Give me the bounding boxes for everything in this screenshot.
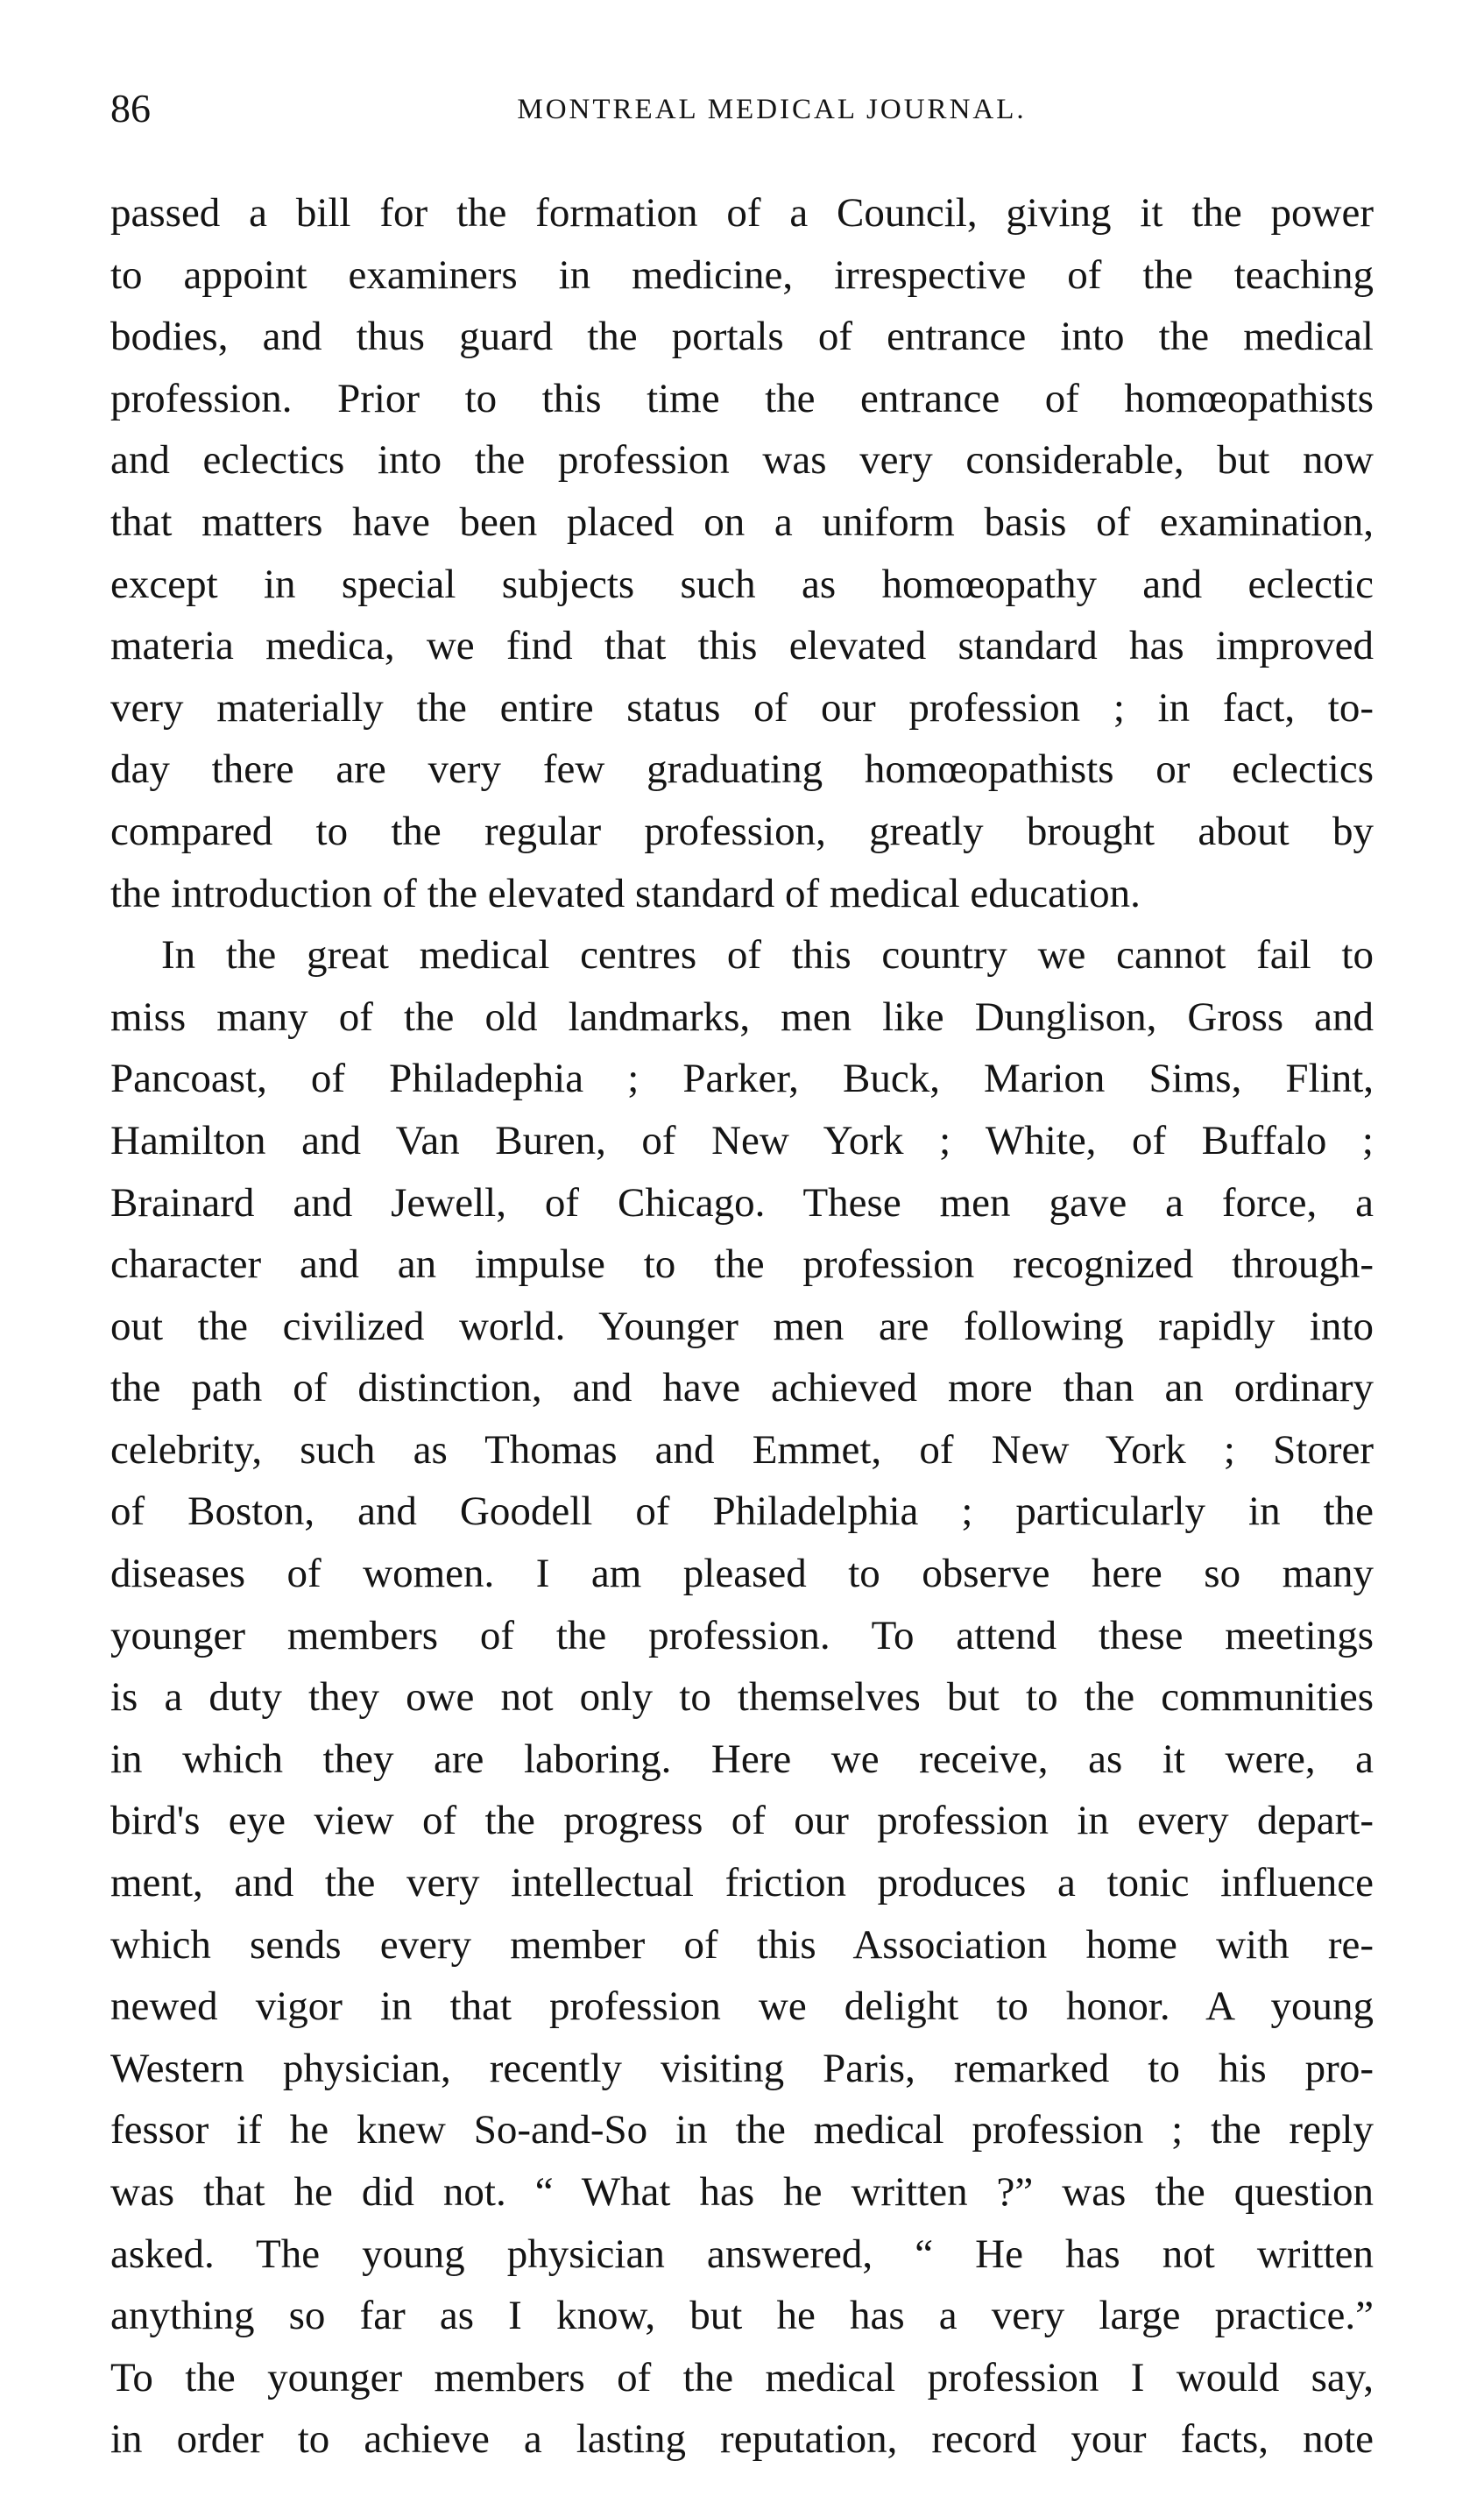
text-line: in which they are laboring. Here we receive, as it were, a [110,1736,1374,1782]
text-line: asked. The young physician answered, “ He has not written [110,2231,1374,2277]
text-line: To the younger members of the medical profession I would say, [110,2354,1374,2400]
text-line: the introduction of the elevated standard of medical education. [110,870,1141,916]
text-line: miss many of the old landmarks, men like Dunglison, Gross and [110,993,1374,1040]
text-line: passed a bill for the formation of a Council, giving it the power [110,190,1374,236]
text-line: was that he did not. “ What has he written ?” was the question [110,2169,1374,2215]
text-line: except in special subjects such as homœopathy and eclectic [110,561,1374,607]
text-line: Western physician, recently visiting Paris, remarked to his pro- [110,2045,1374,2091]
text-line: Hamilton and Van Buren, of New York ; White, of Buffalo ; [110,1117,1374,1163]
text-line: newed vigor in that profession we delight to honor. A young [110,1983,1374,2030]
text-line: out the civilized world. Younger men are following rapidly into [110,1303,1374,1349]
text-line: younger members of the profession. To attend these meetings [110,1612,1374,1658]
text-line: Brainard and Jewell, of Chicago. These men gave a force, a [110,1179,1374,1226]
text-line: ment, and the very intellectual friction produces a tonic influence [110,1860,1374,1906]
text-line: materia medica, we find that this elevated standard has improved [110,623,1374,669]
page-number: 86 [110,86,151,131]
text-line: and eclectics into the profession was very considerable, but now [110,437,1374,484]
text-line: to appoint examiners in medicine, irrespective of the teaching [110,251,1374,298]
paragraph-1 [110,182,1374,924]
text-line: the path of distinction, and have achieved more than an ordinary [110,1365,1374,1411]
text-line: bodies, and thus guard the portals of entrance into the medical [110,314,1374,360]
text-line: Pancoast, of Philadephia ; Parker, Buck, Marion Sims, Flint, [110,1056,1374,1102]
text-line: day there are very few graduating homœopathists or eclectics [110,746,1374,793]
text-line: compared to the regular profession, greatly brought about by [110,808,1374,854]
text-line: diseases of women. I am pleased to observe here so many [110,1551,1374,1597]
text-line: anything so far as I know, but he has a very large practice.” [110,2293,1374,2339]
running-head [110,84,1372,133]
text-line: of Boston, and Goodell of Philadelphia ; particularly in the [110,1488,1374,1535]
text-line: fessor if he knew So-and-So in the medical profession ; the reply [110,2107,1374,2153]
paragraph-2 [110,924,1374,2471]
body-text [110,182,1374,2471]
text-line: character and an impulse to the profession recognized through- [110,1241,1374,1288]
text-line: In the great medical centres of this country we cannot fail to [161,932,1374,979]
text-line: in order to achieve a lasting reputation, record your facts, note [110,2416,1374,2463]
text-line: is a duty they owe not only to themselves but to the communities [110,1674,1374,1721]
journal-title: MONTREAL MEDICAL JOURNAL. [517,94,1027,125]
text-line: which sends every member of this Association home with re- [110,1921,1374,1968]
text-line: very materially the entire status of our profession ; in fact, to- [110,684,1374,731]
text-line: profession. Prior to this time the entrance of homœopathists [110,375,1374,421]
text-line: that matters have been placed on a uniform basis of examination, [110,498,1374,545]
text-line: bird's eye view of the progress of our profession in every depart- [110,1798,1374,1844]
text-line: celebrity, such as Thomas and Emmet, of New York ; Storer [110,1426,1374,1473]
